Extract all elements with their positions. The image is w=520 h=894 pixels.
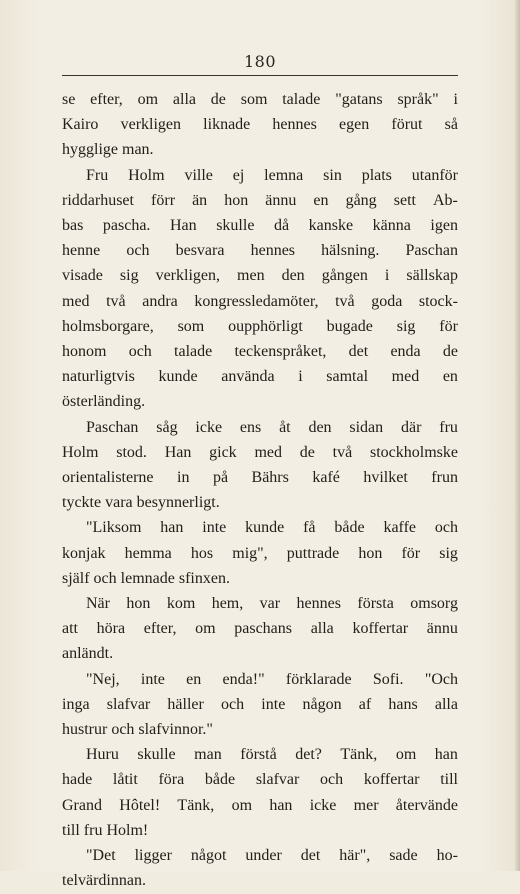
text-line: anländt.	[62, 645, 114, 663]
word: en	[442, 368, 458, 386]
word: samtal	[326, 368, 369, 386]
word: ännu	[426, 620, 458, 638]
text-line	[62, 667, 458, 692]
text-line: själf och lemnade sfinxen.	[62, 569, 230, 587]
word: Han	[164, 443, 192, 461]
word: och	[320, 771, 344, 789]
word: sett	[393, 191, 416, 209]
word: paschans	[234, 620, 293, 638]
word: förstå	[240, 746, 277, 764]
word: såg	[156, 418, 178, 436]
page-header	[62, 52, 458, 72]
word: ens	[239, 418, 262, 436]
page-edge-shadow	[514, 0, 520, 871]
word: för	[401, 544, 421, 562]
text-line	[62, 314, 458, 339]
word: att	[62, 620, 78, 638]
word: det	[300, 847, 321, 865]
word: använda	[221, 368, 275, 386]
word: kongressledamöter,	[194, 292, 319, 310]
text-line	[62, 213, 458, 238]
word: inte	[140, 670, 165, 688]
word: hos	[190, 544, 214, 562]
word: hade	[62, 771, 93, 789]
word: förut	[391, 116, 423, 134]
word: höra	[96, 620, 126, 638]
word: två	[106, 292, 126, 310]
word: "Liksom	[86, 519, 142, 537]
word: till	[440, 771, 458, 789]
word: Paschan	[405, 242, 458, 260]
text-line: hygglige man.	[62, 141, 154, 159]
word: orientalisterne	[62, 469, 154, 487]
word: som	[240, 91, 268, 108]
text-line	[62, 289, 458, 314]
word: med	[254, 443, 282, 461]
word: där	[400, 418, 422, 436]
word: något	[190, 847, 227, 865]
word: utanför	[411, 166, 458, 184]
word: ligger	[134, 847, 172, 865]
word: han	[269, 796, 293, 814]
word: verkligen,	[155, 267, 220, 285]
word: teckenspråket,	[234, 343, 327, 361]
word: koffertar	[352, 620, 409, 638]
word: om	[231, 796, 253, 814]
text-line: tyckte vara besynnerligt.	[62, 494, 220, 512]
word: Kairo	[62, 116, 99, 134]
word: ho-	[436, 847, 458, 865]
word: egen	[339, 116, 370, 134]
word: om	[395, 746, 417, 764]
text-line	[62, 112, 458, 137]
word: för	[439, 317, 458, 335]
word: och	[434, 519, 458, 537]
word: någon	[302, 695, 342, 713]
word: häller	[167, 695, 204, 713]
word: en	[186, 670, 202, 688]
word: puttrade	[286, 544, 340, 562]
word: då	[273, 217, 290, 235]
text-line	[62, 440, 458, 465]
word: verkligen	[120, 116, 182, 134]
word: igen	[430, 217, 458, 235]
word: "Och	[424, 670, 458, 688]
word: sade	[389, 847, 418, 865]
word: oupphörligt	[228, 317, 303, 335]
word: När	[86, 595, 110, 613]
word: de	[442, 343, 458, 361]
word: Hôtel!	[119, 796, 161, 814]
word: Huru	[86, 746, 119, 764]
word: få	[303, 519, 316, 537]
word: första	[357, 595, 394, 613]
word: talade	[174, 343, 213, 361]
word: sig	[396, 317, 416, 335]
word: holmsborgare,	[62, 317, 154, 335]
word: ville	[184, 166, 213, 184]
text-line: österländing.	[62, 393, 146, 411]
word: sidan	[349, 418, 384, 436]
word: naturligtvis	[62, 368, 135, 386]
word: Holm	[62, 443, 99, 461]
word: Tänk,	[340, 746, 378, 764]
word: alla	[310, 620, 334, 638]
word: Fru	[86, 166, 109, 184]
word: alla	[434, 695, 458, 713]
text-line	[62, 591, 458, 616]
word: omsorg	[410, 595, 458, 613]
text-line: hustrur och slafvinnor."	[62, 721, 213, 739]
word: inte	[202, 519, 227, 537]
text-line	[62, 843, 458, 868]
word: henne	[62, 242, 101, 260]
word: slafvar	[106, 695, 151, 713]
word: koffertar	[363, 771, 420, 789]
word: två	[335, 292, 355, 310]
word: hvilket	[363, 469, 408, 487]
word: hem,	[211, 595, 244, 613]
word: enda	[390, 343, 421, 361]
word: sin	[323, 166, 342, 184]
word: se	[62, 91, 76, 108]
word: Holm	[128, 166, 165, 184]
word: två	[332, 443, 353, 461]
word: icke	[309, 796, 337, 814]
word: Han	[169, 217, 197, 235]
word: ej	[232, 166, 245, 184]
word: besvara	[175, 242, 225, 260]
word: föra	[158, 771, 185, 789]
word: in	[177, 469, 190, 487]
word: om	[137, 91, 159, 108]
word: skulle	[137, 746, 176, 764]
word: som	[177, 317, 205, 335]
word: efter,	[90, 91, 123, 108]
word: hans	[388, 695, 418, 713]
word: hennes	[272, 116, 317, 134]
word: han	[160, 519, 184, 537]
word: och	[221, 695, 245, 713]
word: hemma	[124, 544, 172, 562]
word: både	[204, 771, 236, 789]
word: fru	[439, 418, 458, 436]
word: språk"	[397, 91, 439, 108]
word: mer	[353, 796, 379, 814]
word: visade	[62, 267, 103, 285]
word: men	[237, 267, 265, 285]
word: på	[212, 469, 229, 487]
word: icke	[195, 418, 223, 436]
word: så	[444, 116, 458, 134]
word: mig",	[232, 544, 268, 562]
word: gång	[345, 191, 377, 209]
word: Grand	[62, 796, 102, 814]
word: stockholmske	[370, 443, 458, 461]
word: pascha.	[102, 217, 151, 235]
word: hennes	[296, 595, 341, 613]
word: i	[384, 267, 390, 285]
word: af	[358, 695, 372, 713]
word: honom	[62, 343, 107, 361]
word: inga	[62, 695, 90, 713]
word: både	[334, 519, 365, 537]
word: bugade	[326, 317, 373, 335]
word: efter,	[143, 620, 177, 638]
word: inte	[261, 695, 286, 713]
word: i	[453, 91, 458, 108]
word: återvände	[395, 796, 458, 814]
word: hon	[224, 191, 249, 209]
text-line: telvärdinnan.	[62, 872, 146, 890]
word: slafvar	[255, 771, 300, 789]
word: de	[299, 443, 315, 461]
word: Sofi.	[372, 670, 404, 688]
text-line	[62, 793, 458, 818]
text-line: till fru Holm!	[62, 821, 149, 839]
word: låtit	[112, 771, 138, 789]
word: det?	[295, 746, 322, 764]
word: gick	[209, 443, 237, 461]
word: Paschan	[86, 418, 139, 436]
word: känna	[372, 217, 411, 235]
word: åt	[279, 418, 291, 436]
word: det	[348, 343, 369, 361]
word: hälsning.	[321, 242, 380, 260]
word: förr	[151, 191, 176, 209]
page-number: 180	[243, 52, 277, 71]
text-line	[62, 465, 458, 490]
text-line	[62, 263, 458, 288]
text-line	[62, 238, 458, 263]
word: Tänk,	[177, 796, 215, 814]
word: här",	[339, 847, 371, 865]
word: kafé	[312, 469, 340, 487]
text-line	[62, 415, 458, 440]
word: andra	[142, 292, 178, 310]
body-text	[62, 87, 458, 894]
word: och	[128, 343, 152, 361]
word: kom	[166, 595, 196, 613]
word: riddarhuset	[62, 191, 134, 209]
word: under	[245, 847, 282, 865]
word: än	[192, 191, 208, 209]
text-line	[62, 515, 458, 540]
word: han	[434, 746, 458, 764]
text-line	[62, 616, 458, 641]
word: stod.	[116, 443, 147, 461]
word: plats	[361, 166, 392, 184]
word: kunde	[158, 368, 198, 386]
word: hon	[126, 595, 151, 613]
word: konjak	[62, 544, 106, 562]
word: den	[281, 267, 305, 285]
word: hon	[358, 544, 383, 562]
word: frun	[431, 469, 458, 487]
word: kanske	[308, 217, 354, 235]
word: skulle	[216, 217, 255, 235]
word: en	[313, 191, 329, 209]
word: var	[259, 595, 281, 613]
word: man	[194, 746, 222, 764]
word: den	[308, 418, 332, 436]
word: med	[391, 368, 420, 386]
word: "Nej,	[86, 670, 120, 688]
text-line	[62, 163, 458, 188]
word: goda	[371, 292, 403, 310]
word: lemna	[264, 166, 304, 184]
word: liknade	[203, 116, 251, 134]
word: i	[298, 368, 303, 386]
word: "Det	[86, 847, 116, 865]
word: hennes	[250, 242, 296, 260]
text-line	[62, 767, 458, 792]
text-line	[62, 364, 458, 389]
word: Ab-	[433, 191, 458, 209]
word: enda!"	[222, 670, 265, 688]
word: talade	[282, 91, 321, 108]
word: kaffe	[383, 519, 417, 537]
word: förklarade	[285, 670, 352, 688]
word: kunde	[245, 519, 285, 537]
word: sällskap	[406, 267, 458, 285]
word: och	[126, 242, 150, 260]
word: Bährs	[251, 469, 289, 487]
text-line	[62, 742, 458, 767]
text-line	[62, 541, 458, 566]
word: sig	[119, 267, 139, 285]
text-line	[62, 87, 458, 112]
word: gången	[321, 267, 368, 285]
word: med	[62, 292, 90, 310]
word: alla	[172, 91, 196, 108]
word: de	[210, 91, 226, 108]
text-line	[62, 188, 458, 213]
text-line	[62, 339, 458, 364]
text-line	[62, 692, 458, 717]
word: bas	[62, 217, 84, 235]
word: "gatans	[335, 91, 383, 108]
word: stock-	[418, 292, 458, 310]
word: om	[195, 620, 216, 638]
header-rule	[62, 75, 458, 76]
word: sig	[439, 544, 458, 562]
word: ännu	[265, 191, 297, 209]
